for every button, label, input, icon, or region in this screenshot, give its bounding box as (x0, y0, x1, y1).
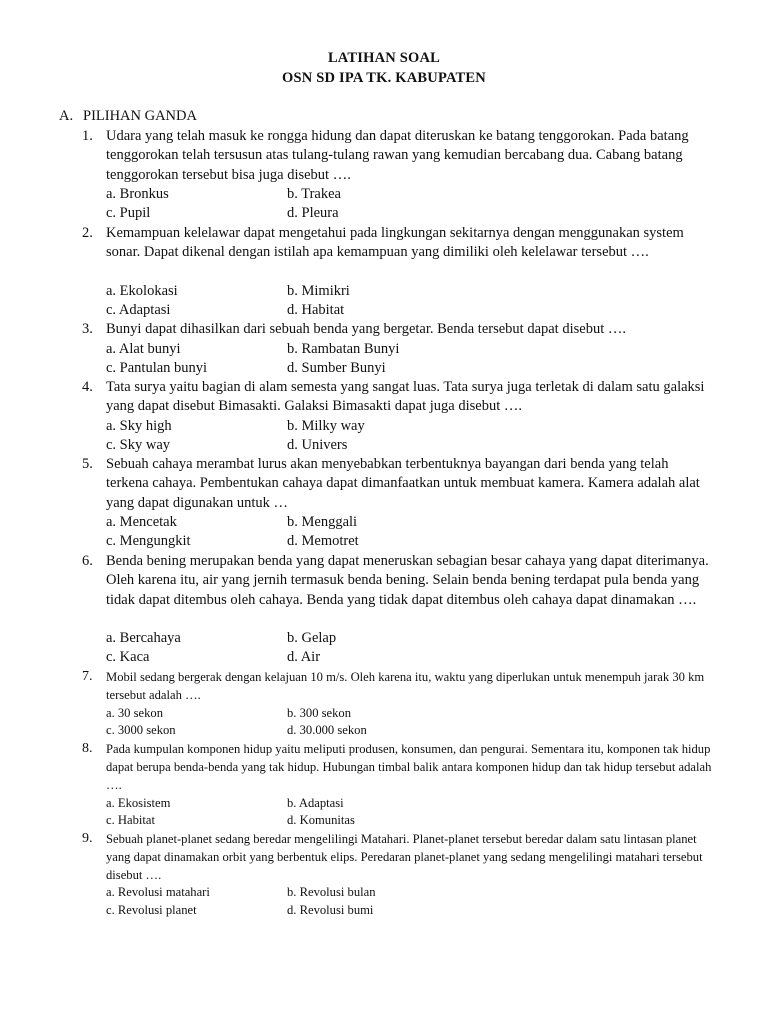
option-c: c. Revolusi planet (106, 903, 197, 917)
option-a: a. Ekosistem (106, 796, 171, 810)
option-d: d. 30.000 sekon (287, 723, 367, 737)
option-a: a. Bercahaya (106, 630, 181, 646)
option-d: d. Revolusi bumi (287, 903, 374, 917)
question-text: Kemampuan kelelawar dapat mengetahui pada lingkungan sekitarnya dengan menggunakan system sonar. Dapat dikenal dengan istilah apa kemampuan yang dimiliki oleh kelelawar tersebut …. (106, 225, 684, 261)
option-c: c. Mengungkit (106, 533, 191, 549)
option-b: b. Menggali (287, 514, 358, 530)
option-a: a. 30 sekon (106, 706, 164, 720)
option-d: d. Univers (287, 437, 348, 453)
option-c: c. Habitat (106, 813, 155, 827)
section-heading (59, 108, 197, 125)
question-text: Benda bening merupakan benda yang dapat meneruskan sebagian besar cahaya yang dapat diterimanya. Oleh karena itu, air yang jernih termasuk benda bening. Selain benda bening terdapat pula benda yang tidak dapat ditembus oleh cahaya. Benda yang tidak dapat ditembus oleh cahaya dapat dinamakan …. (106, 553, 709, 608)
option-d: d. Komunitas (287, 813, 355, 827)
section-title: PILIHAN GANDA (83, 108, 197, 124)
question-number: 4. (82, 379, 93, 395)
question-number: 8. (82, 741, 93, 756)
option-d: d. Air (287, 649, 321, 665)
option-b: b. Mimikri (287, 283, 350, 299)
option-b: b. Adaptasi (287, 796, 344, 810)
question-number: 5. (82, 456, 93, 472)
question-text: Bunyi dapat dihasilkan dari sebuah benda yang bergetar. Benda tersebut dapat disebut …. (106, 321, 626, 337)
question-number: 6. (82, 553, 93, 569)
question-text: Tata surya yaitu bagian di alam semesta yang sangat luas. Tata surya juga terletak di dalam satu galaksi yang dapat disebut Bimasakti. Galaksi Bimasakti dapat juga disebut …. (106, 379, 705, 415)
option-a: a. Alat bunyi (106, 341, 181, 357)
title-line-2: OSN SD IPA TK. KABUPATEN (282, 70, 486, 86)
question-number: 1. (82, 128, 93, 144)
option-c: c. Pupil (106, 205, 151, 221)
option-c: c. Adaptasi (106, 302, 171, 318)
question-text: Sebuah cahaya merambat lurus akan menyebabkan terbentuknya bayangan dari benda yang telah terkena cahaya. Pembentukan cahaya dapat dimanfaatkan untuk membuat kamera. Kamera adalah alat yang dapat digunakan untuk … (106, 456, 700, 511)
option-b: b. Milky way (287, 418, 365, 434)
option-a: a. Bronkus (106, 186, 169, 202)
title-line-1: LATIHAN SOAL (327, 50, 441, 66)
option-a: a. Sky high (106, 418, 172, 434)
section-letter: A. (59, 108, 74, 124)
option-a: a. Revolusi matahari (106, 885, 210, 899)
option-d: d. Pleura (287, 205, 339, 221)
option-b: b. Gelap (287, 630, 337, 646)
option-b: b. 300 sekon (287, 706, 352, 720)
option-d: d. Memotret (287, 533, 359, 549)
question-text: Udara yang telah masuk ke rongga hidung dan dapat diteruskan ke batang tenggorokan. Pada batang tenggorokan telah tersusun atas tulang-tulang rawan yang kemudian bercabang dua. Cabang batang tenggorokan tersebut bisa juga disebut …. (106, 128, 689, 183)
option-c: c. Kaca (106, 649, 150, 665)
option-a: a. Ekolokasi (106, 283, 178, 299)
question-text: Pada kumpulan komponen hidup yaitu meliputi produsen, konsumen, dan pengurai. Sementara itu, komponen tak hidup dapat berupa benda-benda yang tak hidup. Hubungan timbal balik antara komponen hidup dan tak hidup tersebut adalah …. (106, 742, 712, 792)
question-number: 3. (82, 321, 93, 337)
option-d: d. Sumber Bunyi (287, 360, 386, 376)
option-d: d. Habitat (287, 302, 345, 318)
question-number: 9. (82, 831, 93, 846)
question-number: 7. (82, 669, 93, 684)
option-a: a. Mencetak (106, 514, 177, 530)
option-b: b. Rambatan Bunyi (287, 341, 400, 357)
question-text: Sebuah planet-planet sedang beredar mengelilingi Matahari. Planet-planet tersebut beredar dalam satu lintasan planet yang dapat dinamakan orbit yang berbentuk elips. Peredaran planet-planet yang sedang mengelilingi matahari tersebut disebut …. (106, 832, 703, 882)
question-number: 2. (82, 225, 93, 241)
option-c: c. Sky way (106, 437, 171, 453)
option-c: c. Pantulan bunyi (106, 360, 208, 376)
option-b: b. Trakea (287, 186, 341, 202)
option-c: c. 3000 sekon (106, 723, 176, 737)
question-text: Mobil sedang bergerak dengan kelajuan 10 m/s. Oleh karena itu, waktu yang diperlukan untuk menempuh jarak 30 km tersebut adalah …. (106, 670, 705, 702)
option-b: b. Revolusi bulan (287, 885, 376, 899)
